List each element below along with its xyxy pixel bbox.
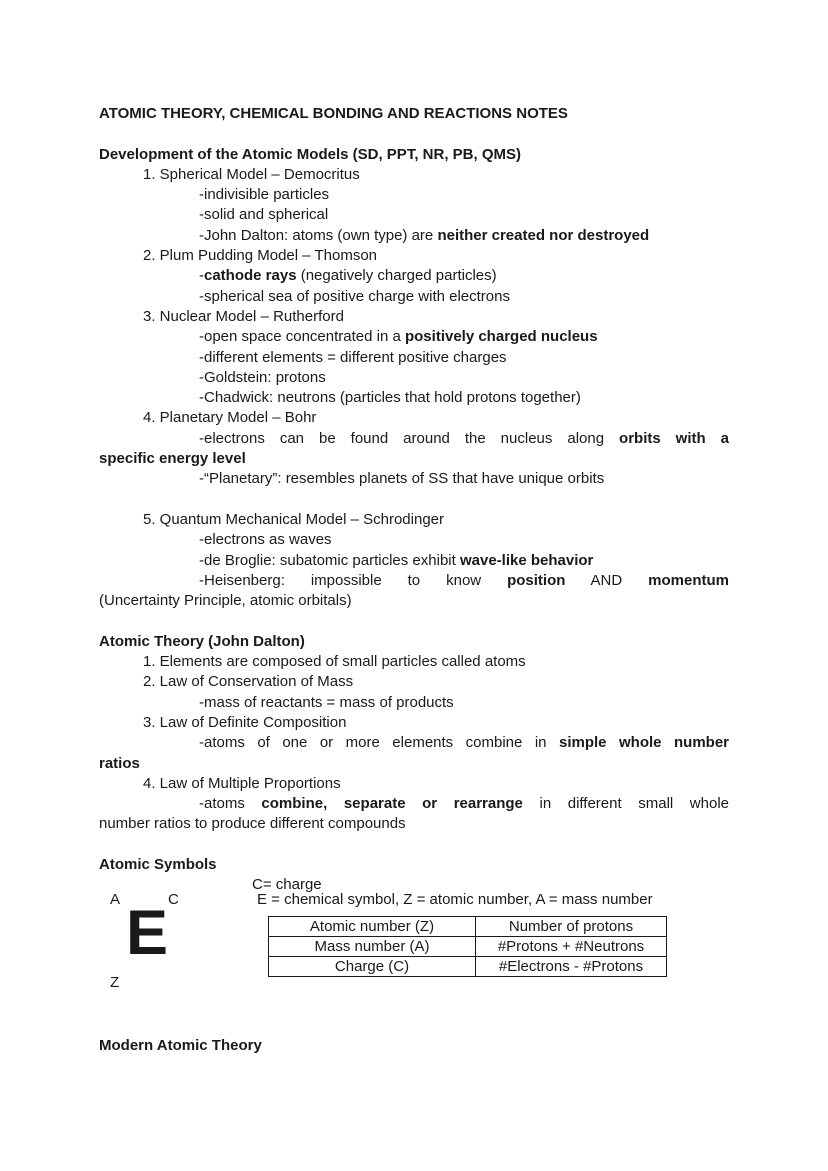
text-segment: simple whole number xyxy=(559,734,729,752)
text-segment: Atomic Theory (John Dalton) xyxy=(99,632,305,650)
atomic-number-symbol: Z xyxy=(110,974,120,992)
list-item xyxy=(99,307,729,327)
text-segment: positively charged nucleus xyxy=(404,328,598,346)
list-item xyxy=(99,510,729,530)
text-segment: -electrons can be found around the nucleus along xyxy=(199,429,620,447)
sub-item xyxy=(99,266,729,286)
table-cell: Number of protons xyxy=(476,917,667,937)
sub-item xyxy=(99,327,729,347)
text-segment: orbits with a xyxy=(619,429,729,447)
table-row xyxy=(269,957,667,977)
sub-item xyxy=(99,368,729,388)
text-segment: (negatively charged particles) xyxy=(296,267,497,285)
text-segment: -atoms xyxy=(199,795,262,813)
table-cell: Charge (C) xyxy=(269,957,476,977)
blank-line xyxy=(99,611,729,631)
sub-item xyxy=(99,571,729,591)
blank-line xyxy=(99,490,729,510)
list-item xyxy=(99,652,729,672)
sub-item xyxy=(99,794,729,814)
text-segment: -atoms of one or more elements combine in xyxy=(199,734,559,752)
text-segment: ratios xyxy=(99,754,140,772)
text-segment: momentum xyxy=(648,571,729,589)
section-heading-atomic-theory xyxy=(99,632,729,652)
sub-item xyxy=(99,287,729,307)
text-segment: 1. Elements are composed of small particles called atoms xyxy=(143,653,526,671)
blank-line xyxy=(99,1015,729,1035)
text-segment: in different small whole xyxy=(522,795,729,813)
text-segment: (Uncertainty Principle, atomic orbitals) xyxy=(99,592,352,610)
continuation-line xyxy=(99,754,729,774)
text-segment: -solid and spherical xyxy=(199,206,329,224)
table-row xyxy=(269,917,667,937)
table-cell: Atomic number (Z) xyxy=(269,917,476,937)
section-heading-modern-atomic-theory xyxy=(99,1036,729,1056)
text-segment: wave-like behavior xyxy=(459,551,594,569)
atomic-symbols-table xyxy=(268,916,667,977)
text-segment: 5. Quantum Mechanical Model – Schrodinger xyxy=(143,510,444,528)
text-segment: Atomic Symbols xyxy=(99,855,217,873)
sub-item xyxy=(99,693,729,713)
text-segment: position xyxy=(507,571,566,589)
sub-item xyxy=(99,205,729,225)
text-segment: -electrons as waves xyxy=(199,531,332,549)
list-item xyxy=(99,246,729,266)
sub-item xyxy=(99,469,729,489)
text-segment: 3. Law of Definite Composition xyxy=(143,713,347,731)
text-segment: 2. Law of Conservation of Mass xyxy=(143,673,354,691)
text-segment: 3. Nuclear Model – Rutherford xyxy=(143,307,344,325)
text-segment: Modern Atomic Theory xyxy=(99,1036,262,1054)
text-segment: -different elements = different positive charges xyxy=(199,348,507,366)
text-segment: 4. Law of Multiple Proportions xyxy=(143,774,341,792)
text-segment: 1. Spherical Model – Democritus xyxy=(143,165,360,183)
blank-line xyxy=(99,835,729,855)
list-item xyxy=(99,165,729,185)
atomic-symbol-figure xyxy=(99,875,729,1015)
sub-item xyxy=(99,185,729,205)
list-item xyxy=(99,672,729,692)
section-heading-development xyxy=(99,145,729,165)
continuation-line xyxy=(99,814,729,834)
text-segment: ATOMIC THEORY, CHEMICAL BONDING AND REACTIONS NOTES xyxy=(99,105,568,122)
continuation-line xyxy=(99,449,729,469)
sub-item xyxy=(99,388,729,408)
sub-item xyxy=(99,733,729,753)
list-item xyxy=(99,774,729,794)
text-segment: -mass of reactants = mass of products xyxy=(199,693,454,711)
sub-item xyxy=(99,429,729,449)
list-item xyxy=(99,713,729,733)
text-segment: -Chadwick: neutrons (particles that hold protons together) xyxy=(199,389,581,407)
text-segment: specific energy level xyxy=(99,450,246,468)
sub-item xyxy=(99,551,729,571)
element-symbol: E xyxy=(126,898,169,969)
section-heading-atomic-symbols xyxy=(99,855,729,875)
table-row xyxy=(269,937,667,957)
text-segment: 4. Planetary Model – Bohr xyxy=(143,409,317,427)
text-segment: -open space concentrated in a xyxy=(199,328,405,346)
list-item xyxy=(99,408,729,428)
blank-line xyxy=(99,124,729,144)
text-segment: AND xyxy=(565,571,649,589)
mass-number-symbol: A xyxy=(110,891,121,909)
text-segment: -indivisible particles xyxy=(199,186,330,204)
document-content xyxy=(99,104,729,1056)
charge-symbol: C xyxy=(168,891,179,909)
table-cell: #Protons + #Neutrons xyxy=(476,937,667,957)
symbol-legend: E = chemical symbol, Z = atomic number, A = mass number xyxy=(257,891,653,909)
charge-note: C= charge xyxy=(252,876,322,894)
doc-lines-bottom xyxy=(99,1015,729,1056)
text-segment: -“Planetary”: resembles planets of SS that have unique orbits xyxy=(199,470,605,488)
text-segment: cathode rays xyxy=(204,267,297,285)
text-segment: - xyxy=(199,267,204,285)
sub-item xyxy=(99,226,729,246)
text-segment: neither created nor destroyed xyxy=(437,226,650,244)
text-segment: 2. Plum Pudding Model – Thomson xyxy=(143,247,378,265)
text-segment: -Goldstein: protons xyxy=(199,368,326,386)
text-segment: number ratios to produce different compounds xyxy=(99,815,406,833)
text-segment: Development of the Atomic Models (SD, PPT, NR, PB, QMS) xyxy=(99,145,521,163)
text-segment: combine, separate or rearrange xyxy=(261,795,523,813)
text-segment: -spherical sea of positive charge with electrons xyxy=(199,287,510,305)
doc-lines-top xyxy=(99,104,729,875)
table-cell: Mass number (A) xyxy=(269,937,476,957)
sub-item xyxy=(99,348,729,368)
text-segment: -John Dalton: atoms (own type) are xyxy=(199,226,438,244)
sub-item xyxy=(99,530,729,550)
text-segment: -Heisenberg: impossible to know xyxy=(199,571,508,589)
text-segment: -de Broglie: subatomic particles exhibit xyxy=(199,551,460,569)
continuation-line xyxy=(99,591,729,611)
table-cell: #Electrons - #Protons xyxy=(476,957,667,977)
doc-title xyxy=(99,104,729,124)
